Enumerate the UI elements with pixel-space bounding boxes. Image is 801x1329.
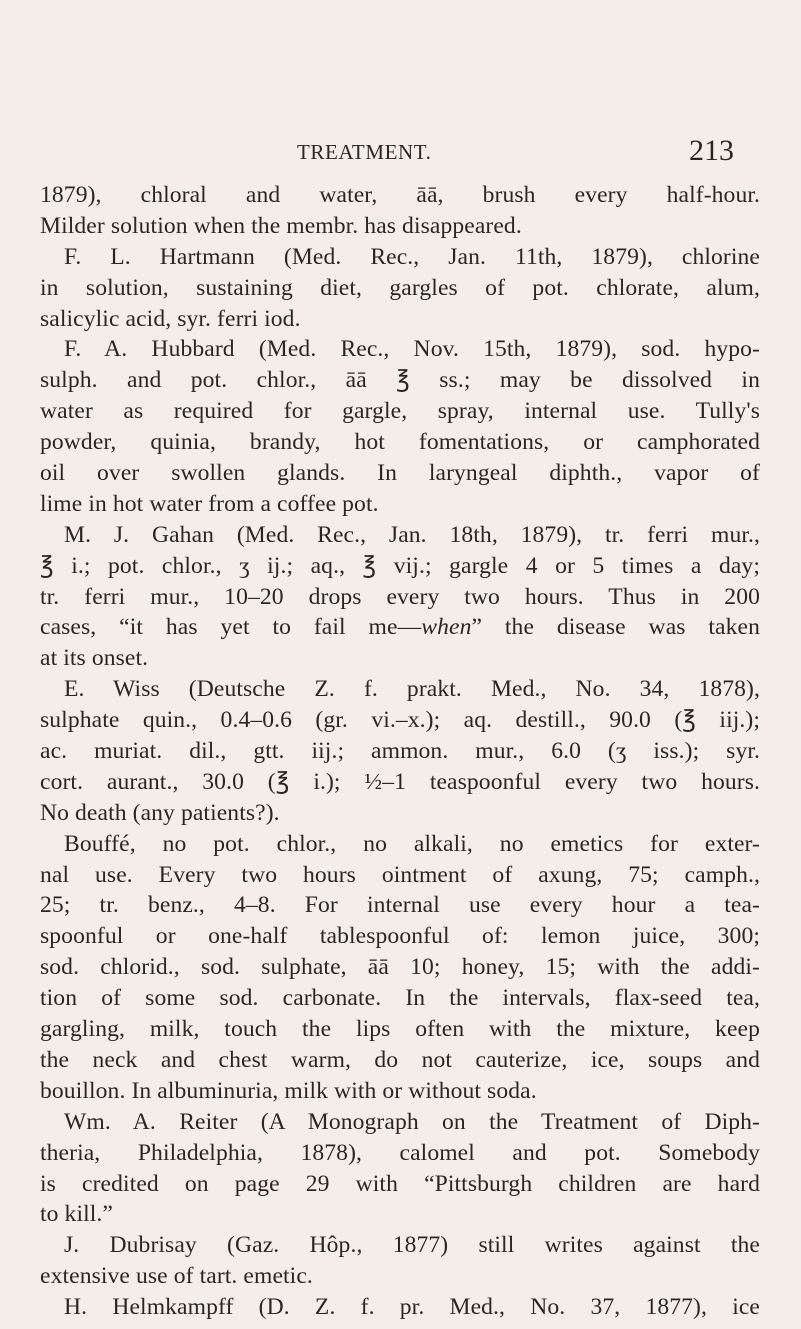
text-line: spoonful or one-half tablespoonful of: lemon juice, 300; bbox=[40, 923, 760, 950]
text-line: oil over swollen glands. In laryngeal diphth., vapor of bbox=[40, 460, 760, 487]
text-line: tr. ferri mur., 10–20 drops every two hours. Thus in 200 bbox=[40, 583, 760, 610]
running-title: TREATMENT. bbox=[297, 140, 432, 164]
text-line: sod. chlorid., sod. sulphate, āā 10; honey, 15; with the addi- bbox=[40, 954, 760, 981]
text-line: cases, “it has yet to fail me—when” the disease was taken bbox=[40, 614, 760, 641]
text-line: Wm. A. Reiter (A Monograph on the Treatment of Diph- bbox=[64, 1108, 760, 1135]
text-line: F. A. Hubbard (Med. Rec., Nov. 15th, 1879), sod. hypo- bbox=[64, 336, 760, 363]
text-line: J. Dubrisay (Gaz. Hôp., 1877) still writes against the bbox=[64, 1232, 760, 1259]
text-line: water as required for gargle, spray, internal use. Tully's bbox=[40, 398, 760, 425]
text-line: Milder solution when the membr. has disappeared. bbox=[40, 212, 522, 239]
text-line: M. J. Gahan (Med. Rec., Jan. 18th, 1879), tr. ferri mur., bbox=[64, 521, 760, 548]
body-text bbox=[40, 180, 760, 1323]
text-line: 1879), chloral and water, āā, brush every half-hour. bbox=[40, 182, 760, 208]
text-line: salicylic acid, syr. ferri iod. bbox=[40, 305, 301, 332]
text-line: nal use. Every two hours ointment of axung, 75; camph., bbox=[40, 861, 760, 888]
text-line: gargling, milk, touch the lips often with the mixture, keep bbox=[40, 1016, 760, 1043]
text-line: the neck and chest warm, do not cauterize, ice, soups and bbox=[40, 1046, 760, 1073]
text-line: E. Wiss (Deutsche Z. f. prakt. Med., No. 34, 1878), bbox=[64, 676, 760, 703]
text-line: is credited on page 29 with “Pittsburgh children are hard bbox=[40, 1170, 760, 1197]
text-line: tion of some sod. carbonate. In the intervals, flax-seed tea, bbox=[40, 985, 760, 1012]
text-line: ac. muriat. dil., gtt. iij.; ammon. mur., 6.0 (ʒ iss.); syr. bbox=[40, 738, 760, 765]
text-line: 25; tr. benz., 4–8. For internal use every hour a tea- bbox=[40, 892, 760, 919]
text-line: lime in hot water from a coffee pot. bbox=[40, 490, 379, 517]
text-line: bouillon. In albuminuria, milk with or without soda. bbox=[40, 1077, 537, 1104]
text-line: at its onset. bbox=[40, 645, 149, 672]
text-line: Bouffé, no pot. chlor., no alkali, no emetics for exter- bbox=[64, 830, 760, 857]
text-line: sulph. and pot. chlor., āā ℥ ss.; may be dissolved in bbox=[40, 367, 760, 394]
text-line: cort. aurant., 30.0 (℥ i.); ½–1 teaspoonful every two hours. bbox=[40, 768, 760, 795]
text-line: H. Helmkampff (D. Z. f. pr. Med., No. 37, 1877), ice bbox=[64, 1294, 760, 1321]
text-line: powder, quinia, brandy, hot fomentations, or camphorated bbox=[40, 429, 760, 456]
text-line: No death (any patients?). bbox=[40, 799, 280, 826]
page-number: 213 bbox=[689, 134, 734, 167]
text-line: to kill.” bbox=[40, 1201, 113, 1228]
text-line: theria, Philadelphia, 1878), calomel and pot. Somebody bbox=[40, 1139, 760, 1166]
emphasis: when bbox=[421, 614, 472, 641]
text-line: F. L. Hartmann (Med. Rec., Jan. 11th, 1879), chlorine bbox=[64, 243, 760, 270]
text-line: in solution, sustaining diet, gargles of pot. chlorate, alum, bbox=[40, 274, 760, 301]
running-head bbox=[0, 134, 801, 168]
text-line: extensive use of tart. emetic. bbox=[40, 1263, 313, 1290]
text-line: sulphate quin., 0.4–0.6 (gr. vi.–x.); aq. destill., 90.0 (℥ iij.); bbox=[40, 707, 760, 734]
text-line: ℥ i.; pot. chlor., ʒ ij.; aq., ℥ vij.; gargle 4 or 5 times a day; bbox=[40, 552, 760, 579]
